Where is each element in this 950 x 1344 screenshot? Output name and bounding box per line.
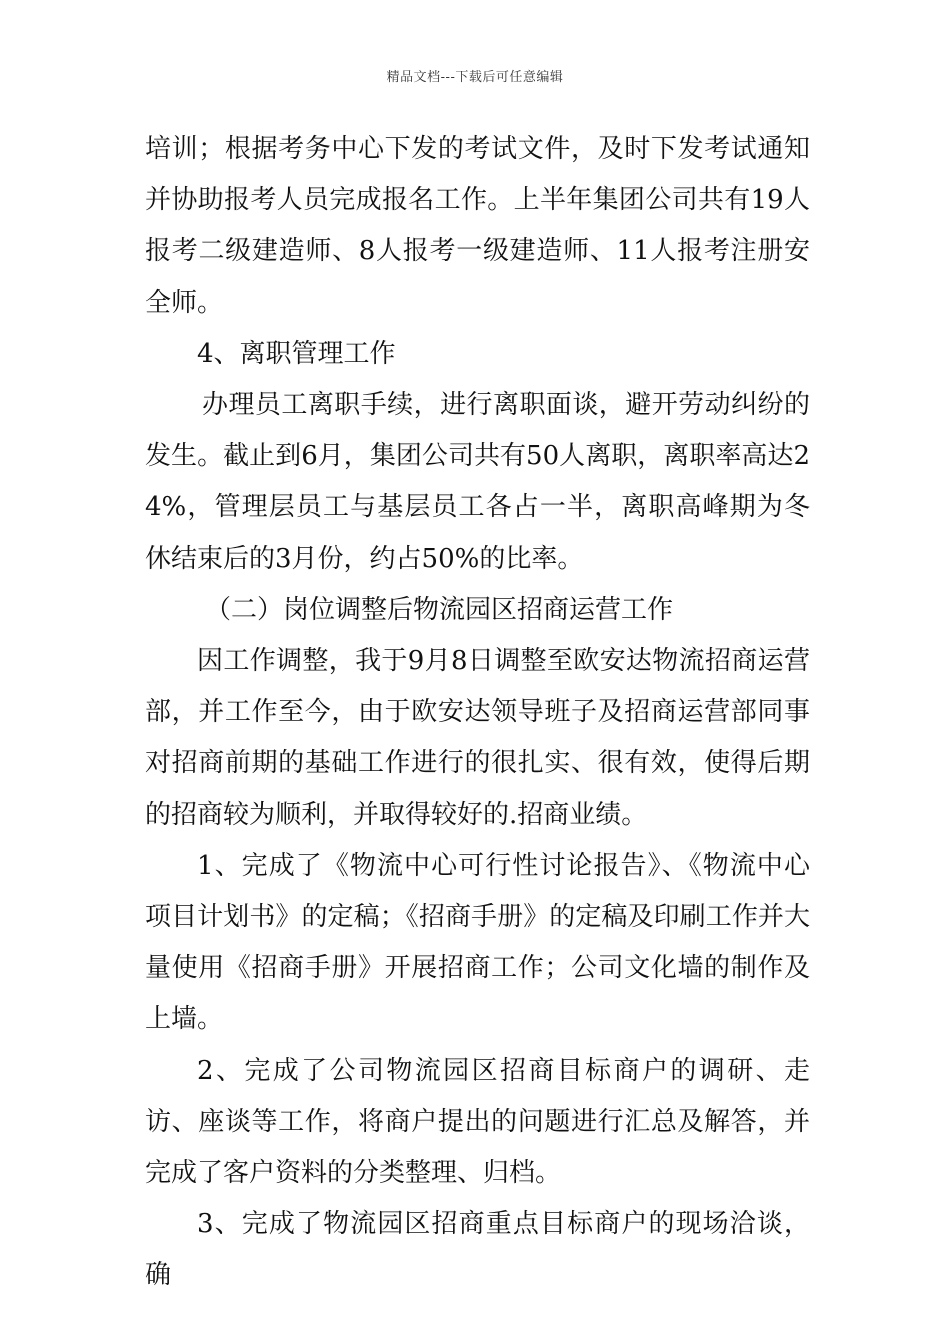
list-item-3: 3、完成了物流园区招商重点目标商户的现场洽谈，确: [145, 1209, 810, 1291]
list-item-2: 2、完成了公司物流园区招商目标商户的调研、走访、座谈等工作，将商户提出的问题进行汇总及解答，并完成了客户资料的分类整理、归档。: [145, 1055, 810, 1189]
section-heading-resignation: 4、离职管理工作: [197, 338, 396, 369]
paragraph-job-adjustment: 因工作调整，我于9月8日调整至欧安达物流招商运营部，并工作至今，由于欧安达领导班子及招商运营部同事对招商前期的基础工作进行的很扎实、很有效，使得后期的招商较为顺利，并取得较好的.招商业绩。: [145, 646, 810, 830]
paragraph-resignation: 办理员工离职手续，进行离职面谈，避开劳动纠纷的发生。截止到6月，集团公司共有50人离职，离职率高达24%，管理层员工与基层员工各占一半，离职高峰期为冬休结束后的3月份，约占50%的比率。: [145, 390, 810, 574]
document-body: [145, 124, 810, 1302]
page-header: 精品文档---下载后可任意编辑: [386, 70, 564, 85]
paragraph-training-exams: 培训；根据考务中心下发的考试文件，及时下发考试通知并协助报考人员完成报名工作。上半年集团公司共有19人报考二级建造师、8人报考一级建造师、11人报考注册安全师。: [145, 134, 810, 318]
list-item-1: 1、完成了《物流中心可行性讨论报告》、《物流中心项目计划书》的定稿；《招商手册》的定稿及印刷工作并大量使用《招商手册》开展招商工作；公司文化墙的制作及上墙。: [145, 850, 810, 1035]
section-heading-logistics: （二）岗位调整后物流园区招商运营工作: [205, 594, 674, 625]
